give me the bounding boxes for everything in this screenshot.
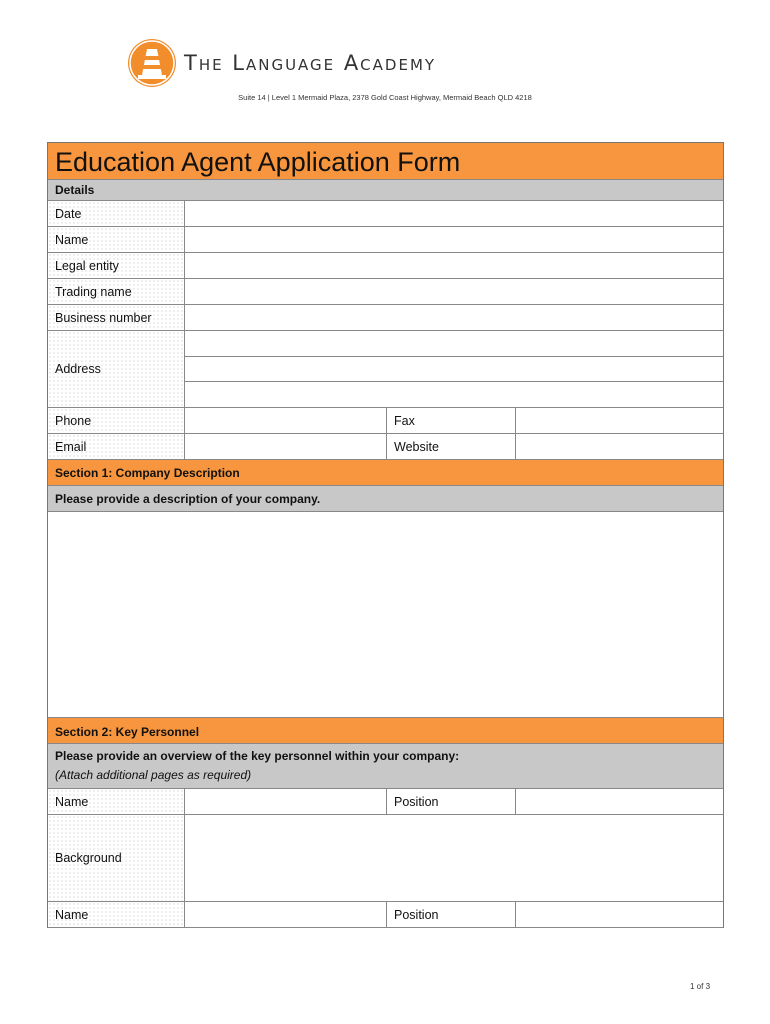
address-label: Address <box>48 331 185 407</box>
trading-name-row <box>48 279 723 305</box>
personnel-name-label-2: Name <box>48 902 185 927</box>
details-header: Details <box>48 180 723 201</box>
org-address: Suite 14 | Level 1 Mermaid Plaza, 2378 Gold Coast Highway, Mermaid Beach QLD 4218 <box>238 93 532 102</box>
email-row <box>48 434 723 460</box>
personnel-1-row <box>48 789 723 815</box>
email-field[interactable] <box>185 434 387 459</box>
company-description-field[interactable] <box>48 512 723 718</box>
logo <box>128 39 548 89</box>
address-line-2-field[interactable] <box>185 357 723 383</box>
form-title: Education Agent Application Form <box>48 143 723 180</box>
org-name: The Language Academy <box>184 51 437 75</box>
fax-field[interactable] <box>516 408 723 433</box>
address-line-3-field[interactable] <box>185 382 723 407</box>
legal-entity-field[interactable] <box>185 253 723 278</box>
phone-field[interactable] <box>185 408 387 433</box>
section1-prompt: Please provide a description of your company. <box>48 486 723 512</box>
legal-entity-row <box>48 253 723 279</box>
personnel-position-field-2[interactable] <box>516 902 723 927</box>
legal-entity-label: Legal entity <box>48 253 185 278</box>
name-label: Name <box>48 227 185 252</box>
traffic-cone-icon <box>128 39 176 87</box>
personnel-name-label: Name <box>48 789 185 814</box>
section2-prompt: Please provide an overview of the key personnel within your company: <box>55 749 460 763</box>
page-number: 1 of 3 <box>690 982 711 991</box>
trading-name-field[interactable] <box>185 279 723 304</box>
business-number-field[interactable] <box>185 305 723 330</box>
phone-row <box>48 408 723 434</box>
website-field[interactable] <box>516 434 723 459</box>
phone-label: Phone <box>48 408 185 433</box>
email-label: Email <box>48 434 185 459</box>
trading-name-label: Trading name <box>48 279 185 304</box>
date-label: Date <box>48 201 185 226</box>
personnel-position-label: Position <box>387 789 516 814</box>
website-label: Website <box>387 434 516 459</box>
personnel-name-field-2[interactable] <box>185 902 387 927</box>
address-line-1-field[interactable] <box>185 331 723 357</box>
section1-header: Section 1: Company Description <box>48 460 723 486</box>
background-label: Background <box>48 815 185 901</box>
name-field[interactable] <box>185 227 723 252</box>
name-row <box>48 227 723 253</box>
address-row <box>48 331 723 408</box>
section2-prompt-block <box>48 744 723 789</box>
application-form <box>47 142 724 928</box>
fax-label: Fax <box>387 408 516 433</box>
section2-note: (Attach additional pages as required) <box>55 768 252 782</box>
background-row <box>48 815 723 902</box>
background-field[interactable] <box>185 815 723 901</box>
date-field[interactable] <box>185 201 723 226</box>
personnel-position-field[interactable] <box>516 789 723 814</box>
personnel-2-row <box>48 902 723 928</box>
personnel-position-label-2: Position <box>387 902 516 927</box>
date-row <box>48 201 723 227</box>
business-number-label: Business number <box>48 305 185 330</box>
business-number-row <box>48 305 723 331</box>
section2-header: Section 2: Key Personnel <box>48 718 723 744</box>
personnel-name-field[interactable] <box>185 789 387 814</box>
